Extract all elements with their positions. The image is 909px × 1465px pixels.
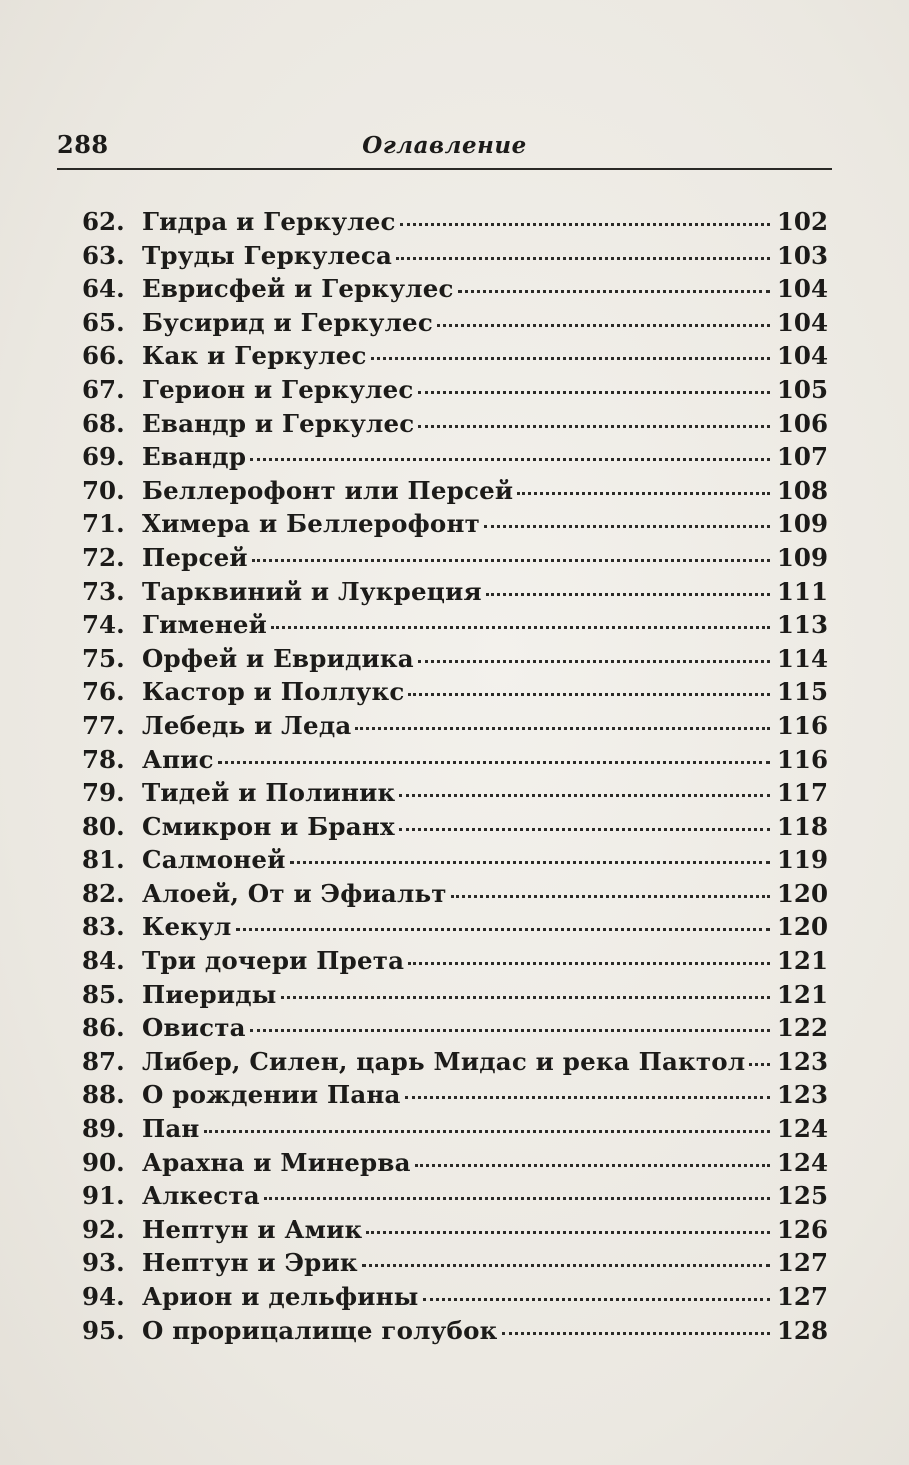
toc-entry-page: 122 bbox=[776, 1013, 828, 1043]
toc-dot-leader bbox=[405, 1090, 770, 1099]
toc-entry bbox=[82, 1246, 828, 1280]
toc-entry-title: Гименей bbox=[142, 610, 268, 640]
toc-dot-leader bbox=[264, 1191, 770, 1200]
toc-entry-page: 128 bbox=[776, 1315, 828, 1345]
toc-dot-leader bbox=[517, 486, 770, 495]
toc-entry-title: Апис bbox=[142, 744, 214, 774]
toc-entry-number: 93. bbox=[82, 1248, 125, 1278]
toc-dot-leader bbox=[204, 1124, 770, 1133]
toc-entry-title: Нептун и Амик bbox=[142, 1214, 363, 1244]
toc-entry-title: Тидей и Полиник bbox=[142, 778, 396, 808]
toc-dot-leader bbox=[486, 587, 770, 596]
toc-entry-title: Труды Геркулеса bbox=[142, 240, 393, 270]
toc-entry bbox=[82, 205, 828, 239]
toc-entry-title: Салмоней bbox=[142, 845, 286, 875]
toc-entry-number: 70. bbox=[82, 475, 125, 505]
table-of-contents bbox=[82, 205, 828, 1347]
toc-entry bbox=[82, 944, 828, 978]
toc-entry-page: 126 bbox=[776, 1214, 828, 1244]
toc-dot-leader bbox=[362, 1258, 770, 1267]
toc-dot-leader bbox=[355, 721, 770, 730]
toc-entry bbox=[82, 1112, 828, 1146]
toc-entry-number: 62. bbox=[82, 207, 125, 236]
toc-entry bbox=[82, 407, 828, 441]
toc-entry-number: 92. bbox=[82, 1214, 125, 1244]
toc-entry-page: 106 bbox=[776, 408, 828, 438]
toc-entry bbox=[82, 910, 828, 944]
toc-entry-page: 116 bbox=[776, 744, 828, 774]
toc-entry-page: 109 bbox=[776, 542, 828, 572]
toc-dot-leader bbox=[423, 1292, 770, 1301]
toc-entry bbox=[82, 642, 828, 676]
toc-entry bbox=[82, 239, 828, 273]
toc-entry-page: 120 bbox=[776, 912, 828, 942]
toc-entry-page: 116 bbox=[776, 710, 828, 740]
toc-entry-title: Нептун и Эрик bbox=[142, 1248, 358, 1278]
toc-entry bbox=[82, 608, 828, 642]
toc-entry bbox=[82, 1078, 828, 1112]
toc-entry bbox=[82, 1045, 828, 1079]
toc-entry bbox=[82, 339, 828, 373]
toc-entry bbox=[82, 1280, 828, 1314]
toc-entry-number: 68. bbox=[82, 408, 125, 438]
toc-entry-number: 83. bbox=[82, 912, 125, 942]
toc-entry-title: Три дочери Прета bbox=[142, 946, 405, 976]
toc-dot-leader bbox=[271, 620, 770, 629]
toc-dot-leader bbox=[458, 284, 770, 293]
toc-entry-number: 72. bbox=[82, 542, 125, 572]
toc-entry-number: 90. bbox=[82, 1147, 125, 1177]
toc-entry-title: Либер, Силен, царь Мидас и река Пактол bbox=[142, 1046, 746, 1076]
toc-dot-leader bbox=[502, 1326, 770, 1335]
running-header bbox=[57, 128, 832, 166]
toc-dot-leader bbox=[408, 956, 770, 965]
toc-entry-number: 86. bbox=[82, 1013, 125, 1043]
toc-entry-title: Химера и Беллерофонт bbox=[142, 509, 480, 539]
toc-entry-number: 94. bbox=[82, 1282, 125, 1311]
toc-entry-number: 84. bbox=[82, 946, 125, 976]
toc-dot-leader bbox=[484, 519, 770, 528]
toc-dot-leader bbox=[236, 922, 770, 931]
toc-dot-leader bbox=[396, 251, 770, 260]
toc-entry-number: 78. bbox=[82, 744, 125, 774]
toc-entry-page: 114 bbox=[776, 643, 828, 673]
toc-entry-number: 64. bbox=[82, 274, 125, 304]
toc-dot-leader bbox=[415, 1158, 770, 1167]
toc-entry-number: 91. bbox=[82, 1181, 125, 1211]
toc-dot-leader bbox=[371, 351, 770, 360]
toc-entry-page: 123 bbox=[776, 1080, 828, 1110]
toc-entry-page: 104 bbox=[776, 341, 828, 371]
toc-dot-leader bbox=[749, 1057, 770, 1066]
toc-entry-number: 81. bbox=[82, 845, 125, 875]
toc-entry-title: Овиста bbox=[142, 1013, 246, 1043]
toc-entry bbox=[82, 306, 828, 340]
toc-entry-number: 73. bbox=[82, 576, 125, 606]
toc-dot-leader bbox=[290, 855, 770, 864]
toc-entry-number: 66. bbox=[82, 341, 125, 371]
toc-entry-number: 82. bbox=[82, 878, 125, 908]
toc-entry-number: 76. bbox=[82, 677, 125, 707]
toc-entry-page: 105 bbox=[776, 374, 828, 404]
toc-entry-number: 63. bbox=[82, 240, 125, 270]
toc-dot-leader bbox=[250, 452, 770, 461]
toc-entry-number: 74. bbox=[82, 610, 125, 640]
toc-entry bbox=[82, 843, 828, 877]
toc-entry-title: Еврисфей и Геркулес bbox=[142, 274, 454, 304]
toc-dot-leader bbox=[252, 553, 770, 562]
toc-entry bbox=[82, 541, 828, 575]
toc-entry-title: Как и Геркулес bbox=[142, 341, 367, 371]
toc-entry-title: Бусирид и Геркулес bbox=[142, 307, 433, 337]
toc-entry-title: Евандр и Геркулес bbox=[142, 408, 415, 438]
toc-entry-title: Евандр bbox=[142, 442, 247, 472]
toc-entry bbox=[82, 440, 828, 474]
running-title: Оглавление bbox=[362, 132, 527, 159]
toc-entry bbox=[82, 474, 828, 508]
toc-entry-number: 87. bbox=[82, 1046, 125, 1076]
toc-entry bbox=[82, 575, 828, 609]
toc-entry-title: Кастор и Поллукс bbox=[142, 677, 405, 707]
toc-entry-title: Герион и Геркулес bbox=[142, 374, 414, 404]
toc-entry bbox=[82, 743, 828, 777]
toc-entry-number: 85. bbox=[82, 979, 125, 1009]
toc-dot-leader bbox=[400, 217, 770, 226]
toc-entry-number: 71. bbox=[82, 509, 125, 539]
toc-entry-number: 75. bbox=[82, 643, 125, 673]
toc-entry-title: Беллерофонт или Персей bbox=[142, 475, 514, 505]
toc-entry-page: 108 bbox=[776, 475, 828, 505]
toc-dot-leader bbox=[437, 318, 770, 327]
toc-entry-title: Кекул bbox=[142, 912, 232, 942]
toc-entry-title: Лебедь и Леда bbox=[142, 710, 352, 740]
toc-entry bbox=[82, 709, 828, 743]
toc-entry-page: 117 bbox=[776, 778, 828, 808]
toc-entry-title: Смикрон и Бранх bbox=[142, 811, 395, 841]
toc-dot-leader bbox=[418, 385, 770, 394]
toc-entry-page: 115 bbox=[776, 677, 828, 707]
toc-entry-page: 104 bbox=[776, 307, 828, 337]
toc-dot-leader bbox=[366, 1225, 770, 1234]
toc-dot-leader bbox=[418, 419, 770, 428]
toc-entry-title: О рождении Пана bbox=[142, 1080, 401, 1110]
toc-dot-leader bbox=[451, 889, 770, 898]
toc-entry-page: 121 bbox=[776, 946, 828, 976]
toc-entry bbox=[82, 675, 828, 709]
toc-entry-number: 67. bbox=[82, 374, 125, 404]
toc-entry-title: Орфей и Евридика bbox=[142, 643, 414, 673]
toc-entry-title: Пиериды bbox=[142, 979, 277, 1009]
toc-entry-title: Арион и дельфины bbox=[142, 1282, 419, 1311]
toc-entry-page: 109 bbox=[776, 509, 828, 539]
toc-entry-page: 127 bbox=[776, 1282, 828, 1311]
toc-entry-page: 111 bbox=[776, 576, 828, 606]
toc-entry-title: Пан bbox=[142, 1114, 200, 1144]
toc-entry-page: 113 bbox=[776, 610, 828, 640]
toc-entry-title: Персей bbox=[142, 542, 248, 572]
toc-entry-page: 124 bbox=[776, 1114, 828, 1144]
toc-dot-leader bbox=[408, 687, 770, 696]
toc-entry-number: 88. bbox=[82, 1080, 125, 1110]
toc-entry-page: 124 bbox=[776, 1147, 828, 1177]
toc-entry-page: 125 bbox=[776, 1181, 828, 1211]
toc-entry-page: 104 bbox=[776, 274, 828, 304]
toc-entry bbox=[82, 272, 828, 306]
toc-entry bbox=[82, 1314, 828, 1348]
toc-entry-number: 89. bbox=[82, 1114, 125, 1144]
toc-entry-number: 77. bbox=[82, 710, 125, 740]
toc-dot-leader bbox=[281, 990, 771, 999]
toc-dot-leader bbox=[418, 654, 770, 663]
toc-entry-page: 102 bbox=[776, 207, 828, 236]
toc-entry bbox=[82, 1146, 828, 1180]
toc-entry-title: Алкеста bbox=[142, 1181, 260, 1211]
toc-entry-page: 118 bbox=[776, 811, 828, 841]
toc-entry-number: 69. bbox=[82, 442, 125, 472]
toc-entry-page: 127 bbox=[776, 1248, 828, 1278]
page-number: 288 bbox=[57, 130, 109, 159]
toc-entry-page: 121 bbox=[776, 979, 828, 1009]
toc-entry-page: 123 bbox=[776, 1046, 828, 1076]
toc-entry-page: 120 bbox=[776, 878, 828, 908]
toc-entry bbox=[82, 877, 828, 911]
toc-entry-number: 65. bbox=[82, 307, 125, 337]
toc-entry-page: 119 bbox=[776, 845, 828, 875]
toc-entry bbox=[82, 1179, 828, 1213]
toc-entry-title: О прорицалище голубок bbox=[142, 1315, 498, 1345]
toc-entry-title: Гидра и Геркулес bbox=[142, 207, 396, 236]
toc-entry-title: Арахна и Минерва bbox=[142, 1147, 411, 1177]
toc-dot-leader bbox=[250, 1023, 770, 1032]
toc-entry-number: 80. bbox=[82, 811, 125, 841]
header-rule bbox=[57, 168, 832, 170]
toc-entry-number: 79. bbox=[82, 778, 125, 808]
toc-entry bbox=[82, 1213, 828, 1247]
toc-dot-leader bbox=[218, 755, 770, 764]
toc-entry bbox=[82, 810, 828, 844]
toc-dot-leader bbox=[399, 822, 770, 831]
toc-entry-page: 103 bbox=[776, 240, 828, 270]
toc-entry-title: Тарквиний и Лукреция bbox=[142, 576, 482, 606]
toc-entry-title: Алоей, От и Эфиальт bbox=[142, 878, 447, 908]
toc-entry-number: 95. bbox=[82, 1315, 125, 1345]
toc-entry bbox=[82, 776, 828, 810]
toc-entry bbox=[82, 507, 828, 541]
toc-entry-page: 107 bbox=[776, 442, 828, 472]
toc-entry bbox=[82, 373, 828, 407]
toc-dot-leader bbox=[399, 788, 770, 797]
toc-entry bbox=[82, 978, 828, 1012]
toc-entry bbox=[82, 1011, 828, 1045]
